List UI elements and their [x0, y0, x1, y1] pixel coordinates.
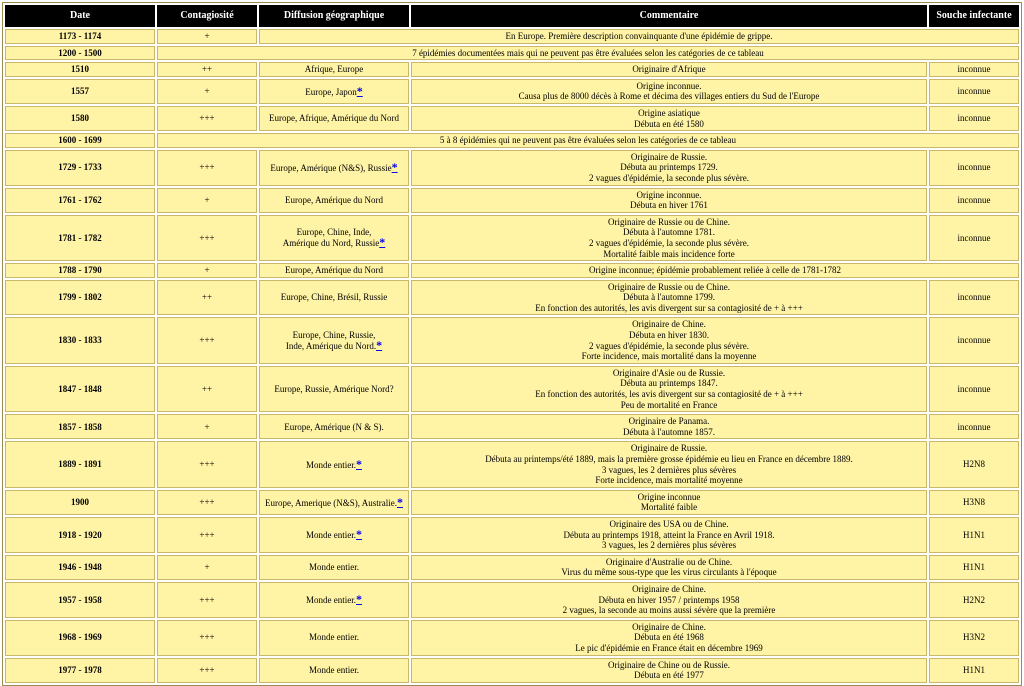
date-cell: 1729 - 1733	[5, 150, 155, 186]
diffusion-text: Europe, Chine, Brésil, Russie	[280, 292, 388, 303]
strain-cell: H1N1	[929, 658, 1019, 683]
comment-line: Originaire de Chine.	[632, 583, 706, 594]
comment-cell	[259, 29, 1019, 44]
comment-line: 2 vagues d'épidémie, la seconde plus sévère.	[588, 237, 750, 248]
table-row	[5, 441, 1019, 487]
date-cell: 1200 - 1500	[5, 46, 155, 61]
comment-line: Originaire de Russie.	[630, 151, 708, 162]
comment-line: Débuta en été 1580	[634, 118, 704, 129]
diffusion-text: Monde entier.	[306, 459, 356, 470]
diffusion-text: Europe, Afrique, Amérique du Nord	[269, 113, 399, 124]
table-row	[5, 188, 1019, 213]
strain-cell: inconnue	[929, 188, 1019, 213]
table-row	[5, 79, 1019, 104]
comment-line: Originaire de Chine.	[632, 319, 706, 330]
diffusion-cell	[259, 263, 409, 278]
page-content	[2, 2, 1022, 686]
comment-line: 3 vagues, les 2 dernières plus sévères	[601, 464, 737, 475]
table-row	[5, 263, 1019, 278]
comment-line: Originaire des USA ou de Chine.	[609, 518, 729, 529]
comment-line: Débuta en été 1968	[634, 632, 704, 643]
diffusion-line	[262, 195, 406, 206]
comment-cell	[411, 582, 927, 618]
footnote-link[interactable]: *	[391, 159, 398, 174]
diffusion-line	[262, 159, 406, 174]
diffusion-text: Inde, Amérique du Nord.	[285, 341, 377, 352]
strain-cell: H1N1	[929, 555, 1019, 580]
date-cell: 1857 - 1858	[5, 414, 155, 439]
diffusion-cell	[259, 658, 409, 683]
diffusion-line	[262, 83, 406, 98]
table-row	[5, 46, 1019, 61]
diffusion-line	[262, 632, 406, 643]
table-row	[5, 555, 1019, 580]
table-row	[5, 582, 1019, 618]
pandemic-table	[2, 2, 1022, 686]
comment-line: Débuta au printemps 1729.	[620, 162, 718, 173]
header-diffusion: Diffusion géographique	[259, 5, 409, 27]
diffusion-cell	[259, 620, 409, 656]
comment-line: Originaire de Russie.	[630, 443, 708, 454]
table-body	[5, 29, 1019, 683]
table-row	[5, 106, 1019, 131]
comment-cell	[411, 620, 927, 656]
strain-cell: inconnue	[929, 414, 1019, 439]
diffusion-line	[262, 422, 406, 433]
strain-cell: inconnue	[929, 215, 1019, 261]
contagiosity-cell: +++	[157, 620, 257, 656]
diffusion-text: Monde entier.	[309, 632, 359, 643]
contagiosity-cell: +++	[157, 582, 257, 618]
contagiosity-cell: +++	[157, 215, 257, 261]
comment-line: 7 épidémies documentées mais qui ne peuvent pas être évaluées selon les catégories de ce tableau	[412, 47, 764, 58]
date-cell: 1946 - 1948	[5, 555, 155, 580]
footnote-link[interactable]: *	[356, 527, 362, 542]
comment-line: 2 vagues d'épidémie, la seconde plus sévère.	[588, 340, 750, 351]
diffusion-cell	[259, 490, 409, 515]
diffusion-line	[262, 113, 406, 124]
header-contagiosity: Contagiosité	[157, 5, 257, 27]
strain-cell: H3N2	[929, 620, 1019, 656]
contagiosity-cell: +	[157, 79, 257, 104]
table-row	[5, 29, 1019, 44]
diffusion-text: Europe, Amérique (N&S), Russie	[270, 162, 392, 173]
contagiosity-cell: +++	[157, 658, 257, 683]
contagiosity-cell: +++	[157, 106, 257, 131]
strain-cell: inconnue	[929, 62, 1019, 77]
table-header-row	[5, 5, 1019, 27]
footnote-link[interactable]: *	[356, 592, 362, 607]
comment-cell	[411, 317, 927, 363]
contagiosity-cell: +	[157, 555, 257, 580]
date-cell: 1968 - 1969	[5, 620, 155, 656]
date-cell: 1799 - 1802	[5, 280, 155, 316]
footnote-link[interactable]: *	[379, 235, 386, 250]
comment-line: Origine inconnue.	[636, 189, 702, 200]
table-row	[5, 317, 1019, 363]
date-cell: 1788 - 1790	[5, 263, 155, 278]
date-cell: 1557	[5, 79, 155, 104]
diffusion-text: Europe, Chine, Inde,	[296, 226, 372, 237]
table-row	[5, 490, 1019, 515]
strain-cell: H3N8	[929, 490, 1019, 515]
comment-line: En Europe. Première description convainquante d'une épidémie de grippe.	[505, 31, 773, 41]
comment-line: Peu de mortalité en France	[620, 399, 718, 410]
strain-cell: inconnue	[929, 150, 1019, 186]
diffusion-text: Europe, Chine, Russie,	[292, 329, 376, 340]
date-cell: 1918 - 1920	[5, 517, 155, 553]
comment-line: Originaire d'Afrique	[632, 64, 706, 75]
comment-cell	[411, 441, 927, 487]
diffusion-cell	[259, 555, 409, 580]
diffusion-line	[262, 494, 406, 509]
table-row	[5, 133, 1019, 148]
comment-line: 2 vagues, la seconde au moins aussi sévère que la première	[562, 605, 776, 616]
diffusion-text: Europe, Amerique (N&S), Australie.	[265, 497, 397, 508]
table-row	[5, 150, 1019, 186]
strain-cell: H1N1	[929, 517, 1019, 553]
diffusion-text: Europe, Russie, Amérique Nord?	[274, 383, 394, 394]
diffusion-cell	[259, 366, 409, 412]
date-cell: 1900	[5, 490, 155, 515]
strain-cell: H2N8	[929, 441, 1019, 487]
date-cell: 1830 - 1833	[5, 317, 155, 363]
comment-cell	[411, 414, 927, 439]
strain-cell: inconnue	[929, 79, 1019, 104]
contagiosity-cell: +	[157, 414, 257, 439]
contagiosity-cell: +	[157, 29, 257, 44]
diffusion-cell	[259, 106, 409, 131]
diffusion-text: Europe, Amérique du Nord	[285, 194, 383, 205]
diffusion-line	[262, 292, 406, 303]
date-cell: 1761 - 1762	[5, 188, 155, 213]
diffusion-cell	[259, 517, 409, 553]
header-comment: Commentaire	[411, 5, 927, 27]
comment-line: Causa plus de 8000 décès à Rome et décima des villages entiers du Sud de l'Europe	[518, 91, 820, 102]
comment-line: 2 vagues d'épidémie, la seconde plus sévère.	[588, 172, 750, 183]
diffusion-line	[262, 237, 406, 249]
contagiosity-cell: ++	[157, 62, 257, 77]
strain-cell: inconnue	[929, 317, 1019, 363]
comment-line: Débuta en hiver 1761	[630, 200, 708, 211]
comment-line: Originaire d'Australie ou de Chine.	[605, 556, 733, 567]
diffusion-text: Europe, Japon	[305, 86, 357, 97]
diffusion-cell	[259, 280, 409, 316]
comment-line: Originaire de Russie ou de Chine.	[608, 216, 730, 227]
diffusion-cell	[259, 188, 409, 213]
comment-line: En fonction des autorités, les avis divergent sur sa contagiosité de + à +++	[535, 389, 803, 400]
diffusion-line	[262, 456, 406, 471]
comment-line: Débuta au printemps 1918, atteint la France en Avril 1918.	[563, 529, 775, 540]
diffusion-cell	[259, 62, 409, 77]
comment-line: Débuta en été 1977	[634, 670, 704, 681]
date-cell: 1977 - 1978	[5, 658, 155, 683]
comment-line: Origine inconnue.	[636, 80, 702, 91]
comment-line: Originaire de Panama.	[628, 416, 710, 427]
diffusion-line	[262, 330, 406, 341]
diffusion-cell	[259, 317, 409, 363]
contagiosity-cell: +	[157, 188, 257, 213]
diffusion-cell	[259, 441, 409, 487]
comment-line: Débuta en hiver 1957 / printemps 1958	[598, 594, 740, 605]
comment-cell	[411, 517, 927, 553]
comment-line: 3 vagues, les 2 dernières plus sévères	[601, 540, 737, 551]
diffusion-cell	[259, 414, 409, 439]
diffusion-line	[262, 340, 406, 352]
comment-cell	[411, 62, 927, 77]
contagiosity-cell: +++	[157, 490, 257, 515]
date-cell: 1889 - 1891	[5, 441, 155, 487]
comment-line: Forte incidence, mais mortalité dans la moyenne	[581, 351, 757, 362]
comment-line: Virus du même sous-type que les virus circulants à l'époque	[561, 567, 777, 578]
diffusion-line	[262, 384, 406, 395]
date-cell: 1781 - 1782	[5, 215, 155, 261]
comment-line: Débuta au printemps 1847.	[620, 378, 718, 389]
comment-line: Débuta à l'automne 1799.	[622, 292, 716, 303]
strain-cell: inconnue	[929, 366, 1019, 412]
comment-line: 5 à 8 épidémies qui ne peuvent pas être évaluées selon les catégories de ce tableau	[439, 135, 737, 146]
diffusion-cell	[259, 215, 409, 261]
contagiosity-cell: ++	[157, 366, 257, 412]
diffusion-text: Monde entier.	[309, 664, 359, 675]
comment-line: Débuta à l'automne 1857.	[622, 426, 716, 437]
table-row	[5, 658, 1019, 683]
comment-line: Originaire de Chine ou de Russie.	[608, 659, 730, 670]
contagiosity-cell: +++	[157, 517, 257, 553]
comment-line: Origine inconnue; épidémie probablement reliée à celle de 1781-1782	[589, 265, 841, 276]
diffusion-text: Monde entier.	[306, 530, 356, 541]
comment-cell	[411, 150, 927, 186]
footnote-link[interactable]: *	[356, 83, 363, 98]
diffusion-text: Monde entier.	[309, 562, 359, 573]
comment-line: Originaire de Russie ou de Chine.	[608, 281, 730, 292]
comment-line: Originaire d'Asie ou de Russie.	[612, 367, 726, 378]
date-cell: 1847 - 1848	[5, 366, 155, 412]
contagiosity-cell: +++	[157, 317, 257, 363]
table-row	[5, 414, 1019, 439]
diffusion-line	[262, 594, 406, 606]
diffusion-line	[262, 529, 406, 541]
comment-line: Origine inconnue	[637, 491, 701, 502]
diffusion-line	[262, 665, 406, 676]
contagiosity-cell: +	[157, 263, 257, 278]
diffusion-cell	[259, 150, 409, 186]
comment-cell	[411, 490, 927, 515]
table-row	[5, 215, 1019, 261]
contagiosity-cell: +++	[157, 150, 257, 186]
footnote-link[interactable]: *	[376, 338, 383, 353]
table-row	[5, 280, 1019, 316]
comment-line: Mortalité faible	[640, 502, 698, 513]
comment-line: Débuta à l'automne 1781.	[622, 227, 716, 238]
comment-cell	[411, 188, 927, 213]
diffusion-text: Afrique, Europe	[304, 64, 364, 75]
contagiosity-cell: ++	[157, 280, 257, 316]
comment-line: Originaire de Chine.	[632, 621, 706, 632]
comment-line: Débuta en hiver 1830.	[629, 330, 709, 341]
table-row	[5, 620, 1019, 656]
comment-cell	[411, 366, 927, 412]
date-cell: 1510	[5, 62, 155, 77]
comment-line: Origine asiatique	[638, 107, 700, 118]
strain-cell: H2N2	[929, 582, 1019, 618]
contagiosity-cell: +++	[157, 441, 257, 487]
header-date: Date	[5, 5, 155, 27]
comment-line: Le pic d'épidémie en France était en décembre 1969	[575, 642, 763, 653]
comment-line: Mortalité faible mais incidence forte	[603, 248, 735, 259]
comment-cell	[411, 555, 927, 580]
diffusion-cell	[259, 79, 409, 104]
date-cell: 1580	[5, 106, 155, 131]
comment-cell	[411, 106, 927, 131]
comment-cell	[411, 79, 927, 104]
comment-line: Débuta au printemps/été 1889, mais la première grosse épidémie eu lieu en France en décembre 1889.	[485, 454, 853, 464]
comment-line: Forte incidence, mais mortalité moyenne	[595, 475, 743, 486]
diffusion-text: Amérique du Nord, Russie	[282, 238, 380, 249]
date-cell: 1173 - 1174	[5, 29, 155, 44]
table-row	[5, 62, 1019, 77]
diffusion-line	[262, 265, 406, 276]
table-row	[5, 366, 1019, 412]
comment-line: En fonction des autorités, les avis divergent sur sa contagiosité de + à +++	[535, 302, 803, 313]
diffusion-cell	[259, 582, 409, 618]
comment-cell	[157, 133, 1019, 148]
table-row	[5, 517, 1019, 553]
comment-cell	[157, 46, 1019, 61]
header-strain: Souche infectante	[929, 5, 1019, 27]
comment-cell	[411, 658, 927, 683]
date-cell: 1600 - 1699	[5, 133, 155, 148]
diffusion-text: Monde entier.	[306, 595, 356, 606]
date-cell: 1957 - 1958	[5, 582, 155, 618]
footnote-link[interactable]: *	[356, 456, 362, 471]
diffusion-text: Europe, Amérique du Nord	[285, 265, 383, 276]
diffusion-line	[262, 64, 406, 75]
comment-cell	[411, 280, 927, 316]
strain-cell: inconnue	[929, 280, 1019, 316]
comment-cell	[411, 263, 1019, 278]
strain-cell: inconnue	[929, 106, 1019, 131]
comment-cell	[411, 215, 927, 261]
diffusion-text: Europe, Amérique (N & S).	[284, 421, 384, 432]
diffusion-line	[262, 562, 406, 573]
footnote-link[interactable]: *	[396, 494, 403, 509]
